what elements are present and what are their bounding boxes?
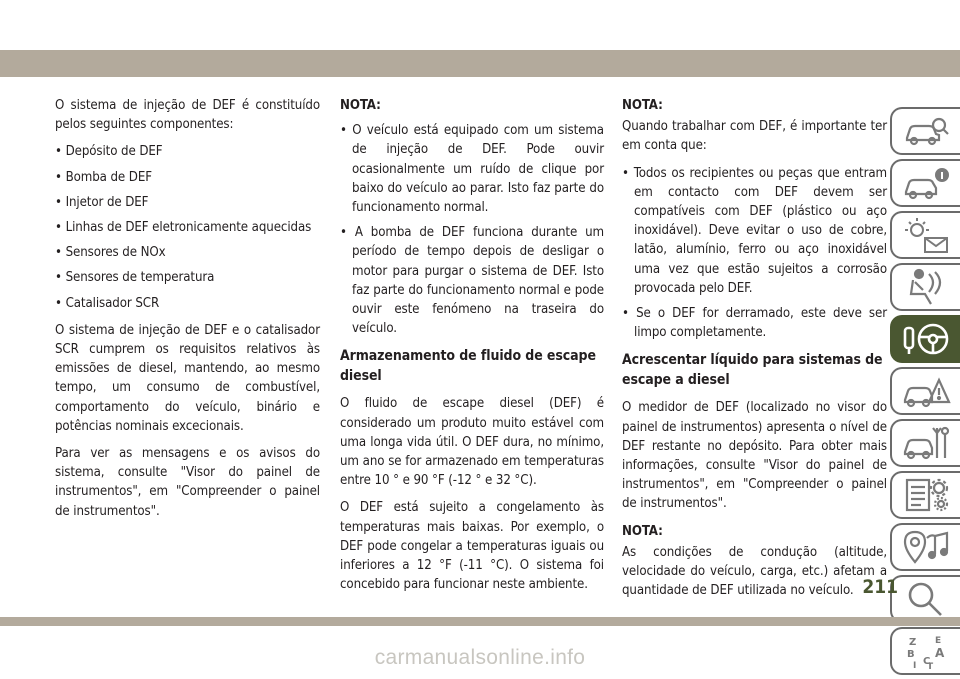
note-intro: Quando trabalhar com DEF, é importante ter em conta que: — [622, 119, 887, 154]
list-item: • Depósito de DEF — [55, 142, 320, 161]
note-list — [340, 121, 604, 338]
index-letter: I — [913, 661, 917, 670]
index-letter: E — [935, 636, 942, 646]
footer-bar — [0, 617, 960, 626]
paragraph: O fluido de escape diesel (DEF) é considerado um produto muito estável com uma longa vida útil. O DEF dura, no mínimo, um ano se for armazenado em temperaturas entre 10 ° e 90 °F (-12 ° e 32 °C). — [340, 396, 604, 489]
list-item: • A bomba de DEF funciona durante um período de tempo depois de desligar o motor para purgar o sistema de DEF. Isto faz parte do funcionamento normal e pode ouvir este fenómeno na traseira do veículo. — [340, 223, 604, 338]
list-item: • Linhas de DEF eletronicamente aquecidas — [55, 218, 320, 237]
index-letter: C — [923, 656, 931, 667]
list-item: • Catalisador SCR — [55, 294, 320, 313]
tab-safety[interactable] — [890, 263, 960, 311]
car-warning-triangle-icon — [901, 372, 951, 410]
list-item: • Sensores de NOx — [55, 243, 320, 262]
paragraph: O sistema de injeção de DEF e o catalisador SCR cumprem os requisitos relativos às emissões de diesel, mantendo, ao mesmo tempo, um consumo de combustível, comportamento do veículo, binário e potências nominais excecionais. — [55, 322, 320, 434]
paragraph: Para ver as mensagens e os avisos do sistema, consulte "Visor do painel de instrumentos", em "Compreender o painel de instrumentos". — [55, 446, 320, 519]
note-label: NOTA: — [622, 523, 663, 539]
tab-multimedia[interactable] — [890, 523, 960, 571]
search-icon — [901, 580, 951, 618]
list-item: • Todos os recipientes ou peças que entram em contacto com DEF devem ser compatíveis com DEF (plástico ou aço inoxidável). Deve evitar o uso de cobre, latão, alumínio, ferro ou aço inoxidável uma vez que estão sujeitos a corrosão provocada pelo DEF. — [622, 164, 887, 298]
car-magnifier-icon — [901, 112, 951, 150]
seat-airbag-icon — [901, 268, 951, 306]
components-list — [55, 142, 320, 312]
chapter-tabs — [890, 107, 960, 679]
paragraph: O DEF está sujeito a congelamento às temperaturas mais baixas. Por exemplo, o DEF pode congelar a temperaturas iguais ou inferiores a 12 °F (-11 °C). O sistema foi concebido para funcionar neste ambiente. — [340, 500, 604, 593]
tab-specifications[interactable] — [890, 471, 960, 519]
watermark: carmanualsonline.info — [374, 646, 586, 669]
list-item: • O veículo está equipado com um sistema de injeção de DEF. Pode ouvir ocasionalmente um ruído de clique por baixo do veículo ao parar. Isto faz parte do funcionamento normal. — [340, 121, 604, 217]
note-list — [622, 164, 887, 343]
car-info-icon — [901, 164, 951, 202]
components-intro: O sistema de injeção de DEF é constituído pelos seguintes componentes: — [55, 98, 320, 133]
section-heading: Armazenamento de fluido de escape diesel — [340, 348, 596, 385]
page-number: 211 — [862, 576, 898, 598]
tab-emergency[interactable] — [890, 367, 960, 415]
list-item: • Sensores de temperatura — [55, 268, 320, 287]
note-label: NOTA: — [340, 98, 381, 113]
list-item: • Se o DEF for derramado, este deve ser limpo completamente. — [622, 304, 887, 342]
steering-wheel-key-icon — [901, 320, 951, 358]
section-heading: Acrescentar líquido para sistemas de escape a diesel — [622, 352, 883, 389]
tab-maintenance[interactable] — [890, 419, 960, 467]
paragraph: O medidor de DEF (localizado no visor do painel de instrumentos) apresenta o nível de DEF restante no depósito. Para obter mais informações, consulte "Visor do painel de instrumentos", em "Compreender o painel de instrumentos". — [622, 400, 887, 512]
tab-car-info[interactable] — [890, 159, 960, 207]
tab-customer-assistance[interactable] — [890, 575, 960, 623]
checklist-gear-icon — [901, 476, 951, 514]
tab-starting-driving[interactable] — [890, 315, 960, 363]
car-tools-icon — [901, 424, 951, 462]
index-letter: A — [935, 646, 945, 660]
tab-warning-lights[interactable] — [890, 211, 960, 259]
header-bar — [0, 50, 960, 77]
index-letter: Z — [909, 637, 917, 648]
index-letter: B — [907, 649, 915, 660]
top-margin — [0, 0, 960, 48]
column-2 — [340, 96, 604, 602]
note-label: NOTA: — [622, 98, 663, 113]
tab-car-inspection[interactable] — [890, 107, 960, 155]
warning-light-envelope-icon — [901, 216, 951, 254]
note-text: As condições de condução (altitude, velocidade do veículo, carga, etc.) afetam a quantidade de DEF utilizada no veículo. — [622, 544, 887, 599]
column-1 — [55, 96, 320, 529]
column-3 — [622, 96, 887, 608]
list-item: • Injetor de DEF — [55, 193, 320, 212]
list-item: • Bomba de DEF — [55, 168, 320, 187]
index-letter: T — [927, 662, 934, 670]
music-pin-icon — [901, 528, 951, 566]
